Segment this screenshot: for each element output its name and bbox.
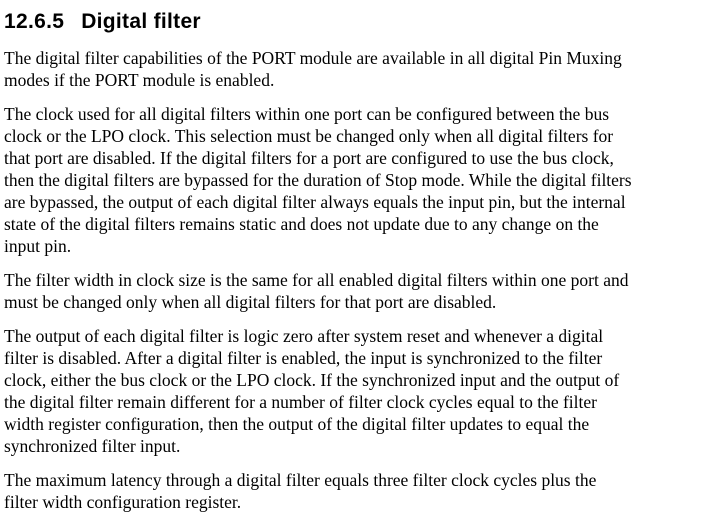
paragraph [4,103,712,257]
text-line: The output of each digital filter is logic zero after system reset and whenever a digital [4,326,604,346]
text-line: the digital filter remain different for a number of filter clock cycles equal to the filter [4,392,597,412]
text-line: state of the digital filters remains static and does not update due to any change on the [4,214,599,234]
body-text [4,47,712,513]
section-number: 12.6.5 [4,10,65,33]
paragraph [4,469,712,513]
text-line: The maximum latency through a digital filter equals three filter clock cycles plus the [4,470,597,490]
text-line: then the digital filters are bypassed for the duration of Stop mode. While the digital filters [4,170,632,190]
section-heading [4,9,712,34]
text-line: must be changed only when all digital filters for that port are disabled. [4,292,497,312]
paragraph [4,325,712,457]
text-line: clock or the LPO clock. This selection must be changed only when all digital filters for [4,126,614,146]
text-line: filter is disabled. After a digital filter is enabled, the input is synchronized to the filter [4,348,603,368]
text-line: modes if the PORT module is enabled. [4,70,275,90]
paragraph [4,47,712,91]
text-line: are bypassed, the output of each digital filter always equals the input pin, but the internal [4,192,626,212]
text-line: filter width configuration register. [4,492,242,512]
text-line: input pin. [4,236,72,256]
text-line: width register configuration, then the output of the digital filter updates to equal the [4,414,590,434]
text-line: The digital filter capabilities of the PORT module are available in all digital Pin Muxing [4,48,622,68]
text-line: synchronized filter input. [4,436,181,456]
text-line: that port are disabled. If the digital filters for a port are configured to use the bus clock, [4,148,614,168]
text-line: clock, either the bus clock or the LPO clock. If the synchronized input and the output of [4,370,620,390]
paragraph [4,269,712,313]
section-title: Digital filter [81,10,201,33]
text-line: The filter width in clock size is the same for all enabled digital filters within one port and [4,270,629,290]
text-line: The clock used for all digital filters within one port can be configured between the bus [4,104,610,124]
